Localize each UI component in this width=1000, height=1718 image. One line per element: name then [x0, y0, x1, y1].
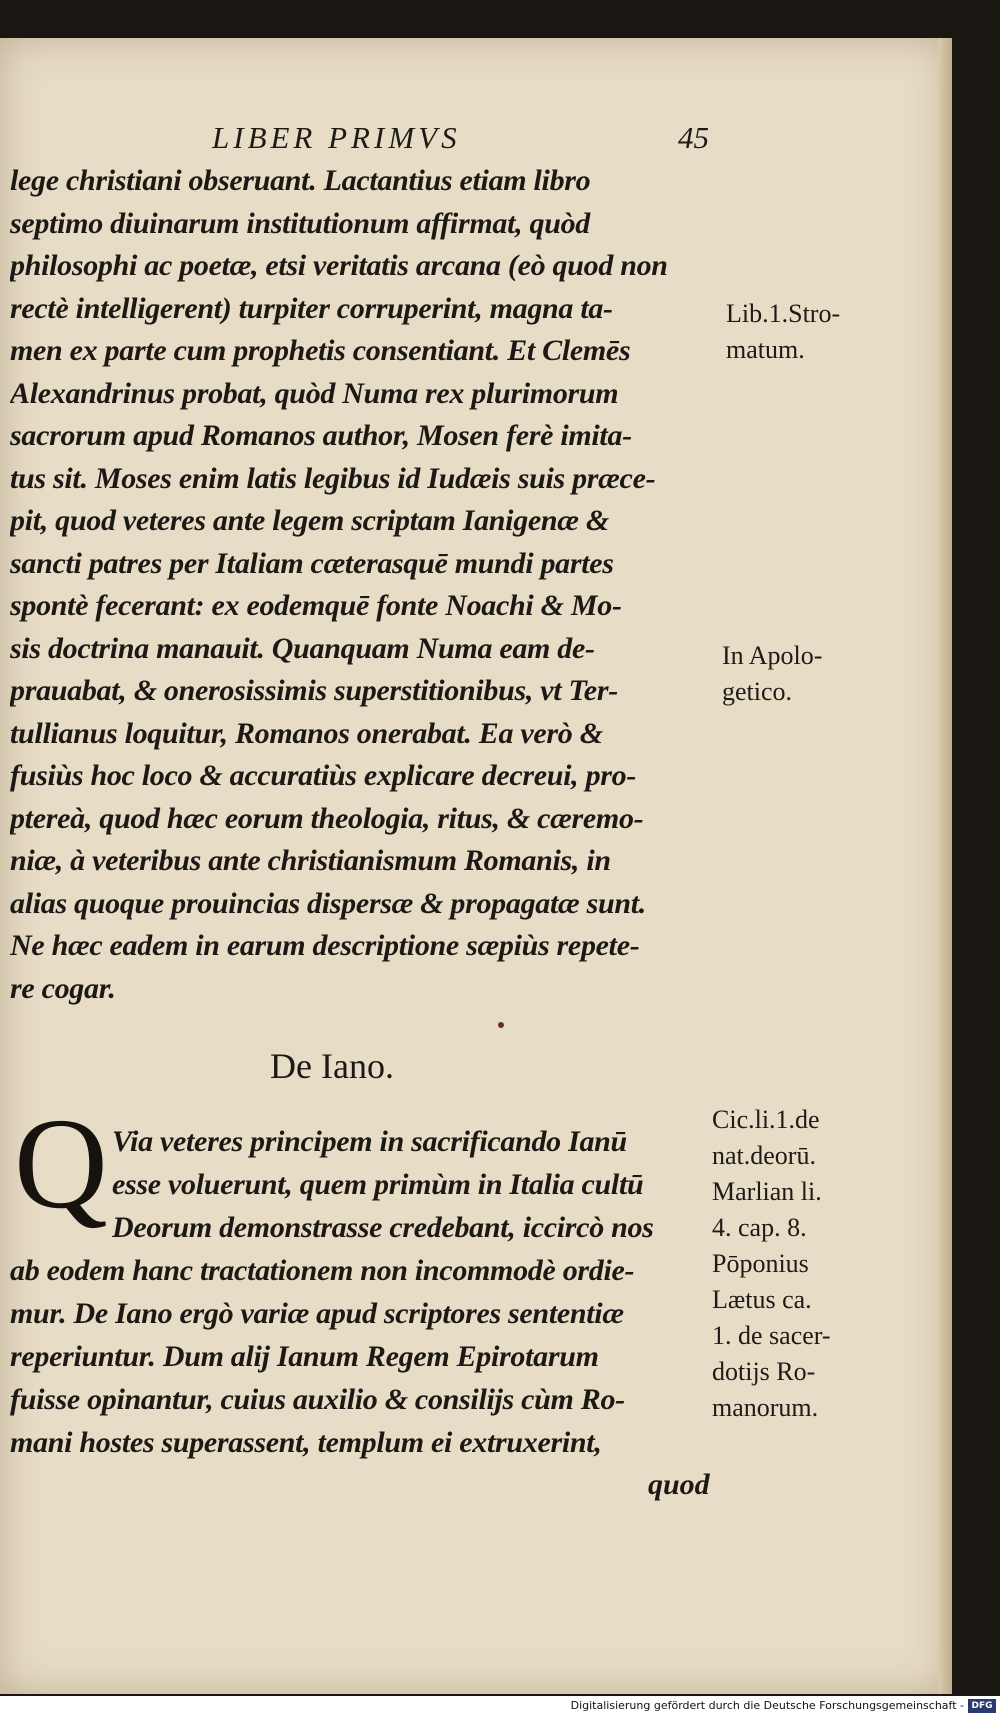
- text-line: prauabat, & onerosissimis superstitionibus, vt Ter-: [10, 674, 618, 707]
- marginal-note-line: Pōponius: [712, 1249, 809, 1278]
- marginal-note-line: manorum.: [712, 1393, 819, 1422]
- text-line: fusiùs hoc loco & accuratiùs explicare decreui, pro-: [10, 759, 637, 792]
- text-line: Ne hæc eadem in earum descriptione sæpiùs repete-: [10, 929, 640, 962]
- text-line: reperiuntur. Dum alij Ianum Regem Epirotarum: [10, 1340, 599, 1373]
- marginal-note-line: In Apolo-: [722, 641, 823, 670]
- text-line: men ex parte cum prophetis consentiant. Et Clemēs: [10, 334, 631, 367]
- text-line: fuisse opinantur, cuius auxilio & consilijs cùm Ro-: [10, 1383, 625, 1416]
- text-line: Deorum demonstrasse credebant, iccircò nos: [112, 1211, 654, 1244]
- text-line: tullianus loquitur, Romanos onerabat. Ea verò &: [10, 716, 603, 750]
- section-paragraph: [10, 1120, 710, 1464]
- marginal-note-line: nat.deorū.: [712, 1141, 816, 1170]
- catchword: quod: [648, 1468, 710, 1501]
- text-line: ptereà, quod hæc eorum theologia, ritus, & cæremo-: [10, 801, 644, 835]
- marginal-note: [712, 1102, 831, 1426]
- text-line: sacrorum apud Romanos author, Mosen ferè imita-: [10, 419, 632, 452]
- text-line: pit, quod veteres ante legem scriptam Ianigenæ &: [10, 504, 609, 537]
- text-line: sancti patres per Italiam cæterasquē mundi partes: [10, 546, 614, 580]
- text-line: Alexandrinus probat, quòd Numa rex plurimorum: [10, 376, 619, 410]
- marginal-note-line: 4. cap. 8.: [712, 1213, 807, 1242]
- marginal-note-line: 1. de sacer-: [712, 1321, 831, 1350]
- marginal-note-line: Cic.li.1.de: [712, 1105, 820, 1134]
- text-line: sis doctrina manauit. Quanquam Numa eam de-: [10, 631, 595, 665]
- text-line: esse voluerunt, quem primùm in Italia cultū: [112, 1168, 644, 1201]
- dfg-logo-icon: DFG: [968, 1699, 996, 1713]
- text-line: Via veteres principem in sacrificando Ianū: [112, 1125, 627, 1158]
- marginal-note-line: getico.: [722, 677, 793, 706]
- marginal-note-line: Lætus ca.: [712, 1285, 812, 1314]
- marginal-note-line: dotijs Ro-: [712, 1357, 816, 1386]
- drop-cap: Q: [14, 1092, 108, 1236]
- marginal-note: [726, 296, 840, 368]
- text-line: re cogar.: [10, 971, 116, 1005]
- text-line: spontè fecerant: ex eodemquē fonte Noachi & Mo-: [10, 589, 622, 622]
- text-line: ab eodem hanc tractationem non incommodè ordie-: [10, 1254, 635, 1287]
- page-number: 45: [678, 120, 709, 155]
- footer-bar: [0, 1696, 1000, 1718]
- text-line: alias quoque prouincias dispersæ & propagatæ sunt.: [10, 886, 646, 920]
- text-line: rectè intelligerent) turpiter corruperint, magna ta-: [10, 291, 613, 325]
- text-line: mur. De Iano ergò variæ apud scriptores sententiæ: [10, 1297, 624, 1330]
- page-edge: [938, 38, 952, 1694]
- section-heading: De Iano.: [270, 1046, 394, 1086]
- text-line: septimo diuinarum institutionum affirmat, quòd: [10, 206, 590, 240]
- body-paragraph: [10, 160, 710, 1010]
- text-line: mani hostes superassent, templum ei extruxerint,: [10, 1426, 602, 1459]
- marginal-note-line: Lib.1.Stro-: [726, 299, 841, 328]
- page-header: [0, 120, 948, 160]
- text-line: lege christiani obseruant. Lactantius etiam libro: [10, 164, 591, 197]
- text-line: philosophi ac poetæ, etsi veritatis arcana (eò quod non: [10, 249, 668, 282]
- marginal-note-line: Marlian li.: [712, 1177, 822, 1206]
- marginal-note: [722, 638, 822, 710]
- footer-credit: Digitalisierung gefördert durch die Deutsche Forschungsgemeinschaft -: [570, 1699, 964, 1712]
- running-title: LIBER PRIMVS: [212, 120, 461, 155]
- text-line: tus sit. Moses enim latis legibus id Iudæis suis præce-: [10, 461, 656, 495]
- text-line: niæ, à veteribus ante christianismum Romanis, in: [10, 844, 611, 877]
- ink-dot: [498, 1022, 504, 1028]
- marginal-note-line: matum.: [726, 335, 805, 364]
